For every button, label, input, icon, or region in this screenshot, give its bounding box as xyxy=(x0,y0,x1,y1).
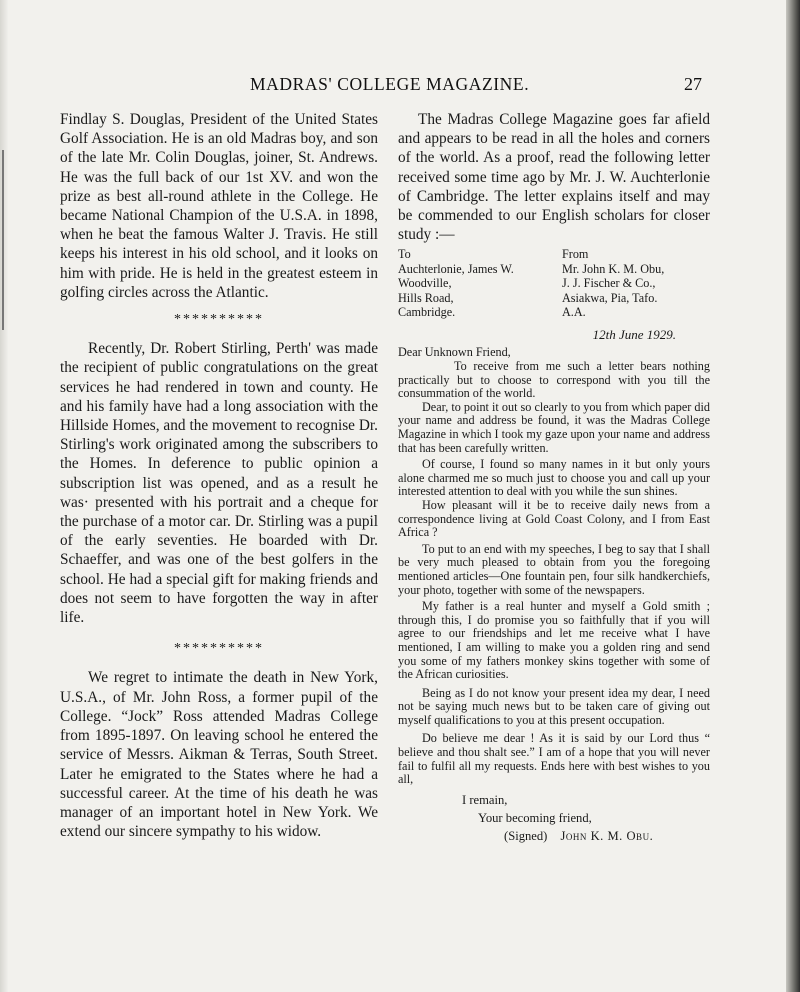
letter-paragraph: My father is a real hunter and myself a Gold smith ; through this, I do promise you so faithfully that if you will agree to our friendships and let me receive what I have mentioned, I am willing to make you a golden ring and send you some of my fathers monkey skins together with some of the African curiosities. xyxy=(398,599,710,682)
section-separator: ********** xyxy=(174,312,264,328)
to-label: To xyxy=(398,247,411,262)
to-line: Auchterlonie, James W. xyxy=(398,261,514,276)
left-column xyxy=(60,110,378,841)
right-column xyxy=(398,110,710,845)
letter-closing xyxy=(398,791,710,845)
from-line: Asiakwa, Pia, Tafo. xyxy=(562,290,658,305)
signature-line xyxy=(398,827,710,845)
paragraph-ross: We regret to intimate the death in New York, U.S.A., of Mr. John Ross, a former pupil of the College. “Jock” Ross attended Madras College from 1895-1897. On leaving school he entered the service of Messrs. Aikman & Terras, South Street. Later he emigrated to the States where he had a successful career. At the time of his death he was manager of an important hotel in New York. We extend our sincere sympathy to his widow. xyxy=(60,669,378,841)
letter-paragraph: Of course, I found so many names in it but only yours alone charmed me so much just to choose you and call up your interested attention to deal with you while the sun shines. xyxy=(398,457,710,499)
signature: John K. M. Obu. xyxy=(560,828,654,843)
running-header xyxy=(0,74,800,96)
address-block xyxy=(398,247,710,319)
to-line: Hills Road, xyxy=(398,290,454,305)
page-edge-shadow xyxy=(786,0,800,992)
section-separator: ********** xyxy=(174,641,264,657)
signed-label: (Signed) xyxy=(504,828,548,843)
letter-paragraph: To receive from me such a letter bears nothing practically but to choose to correspond with you till the consummation of the world. xyxy=(398,359,710,401)
page-edge-left xyxy=(0,0,8,992)
letter-salutation: Dear Unknown Friend, xyxy=(398,345,511,360)
magazine-title: MADRAS' COLLEGE MAGAZINE. xyxy=(250,74,530,94)
from-line: Mr. John K. M. Obu, xyxy=(562,261,665,276)
letter-intro: The Madras College Magazine goes far afield and appears to be read in all the holes and corners of the world. As a proof, read the following letter received some time ago by Mr. J. W. Auchterlonie of Cambridge. The letter explains itself and may be commended to our English scholars for closer study :— xyxy=(398,111,710,244)
letter-paragraph: To put to an end with my speeches, I beg to say that I shall be very much pleased to obtain from you the foregoing mentioned articles—One fountain pen, four silk handkerchiefs, your photo, together with some of the newspapers. xyxy=(398,541,710,597)
letter-paragraph: Do believe me dear ! As it is said by our Lord thus “ believe and thou shalt see.” I am of a hope that you will never fail to fulfil all my requests. Ends here with best wishes to you all, xyxy=(398,731,710,787)
paragraph-douglas: Findlay S. Douglas, President of the United States Golf Association. He is an old Madras boy, and son of the late Mr. Colin Douglas, joiner, St. Andrews. He was the full back of our 1st XV. and won the prize as best all-round athlete in the College. He became National Champion of the U.S.A. in 1898, when he beat the famous Walter J. Travis. He still keeps his interest in his old school, and it looks on him with pride. He is held in the greatest esteem in golfing circles across the Atlantic. xyxy=(60,111,378,301)
closing-remain: I remain, xyxy=(462,792,508,807)
from-line: A.A. xyxy=(562,305,586,320)
closing-friend: Your becoming friend, xyxy=(478,810,592,825)
letter-paragraph: Dear, to point it out so clearly to you from which paper did your name and address be found, it was the Madras College Magazine in which I took my gaze upon your name and address that has been carefully written. xyxy=(398,399,710,455)
binding-mark xyxy=(2,150,4,330)
letter-paragraph: Being as I do not know your present idea my dear, I need not be saying much news but to be taken care of giving out myself qualifications to you at this present occupation. xyxy=(398,685,710,727)
from-line: J. J. Fischer & Co., xyxy=(562,276,656,291)
from-label: From xyxy=(562,247,589,262)
letter-date: 12th June 1929. xyxy=(592,327,676,343)
letter-paragraph: How pleasant will it be to receive daily news from a correspondence living at Gold Coast Colony, and I from East Africa ? xyxy=(398,497,710,540)
to-line: Woodville, xyxy=(398,276,452,291)
to-line: Cambridge. xyxy=(398,305,456,320)
page-number: 27 xyxy=(684,74,702,94)
paragraph-stirling: Recently, Dr. Robert Stirling, Perth' was made the recipient of public congratulations on the great services he had rendered in town and county. He and his family have had a long association with the Hillside Homes, and the movement to recognise Dr. Stirling's work originated among the subscribers to the Homes. In deference to public opinion a subscription list was opened, and as a result he was· presented with his portrait and a cheque for the purchase of a motor car. Dr. Stirling was a pupil of the early seventies. He boarded with Dr. Schaeffer, and was one of the best golfers in the school. He had a special gift for making friends and does not seem to have forgotten the way in after life. xyxy=(60,340,378,627)
